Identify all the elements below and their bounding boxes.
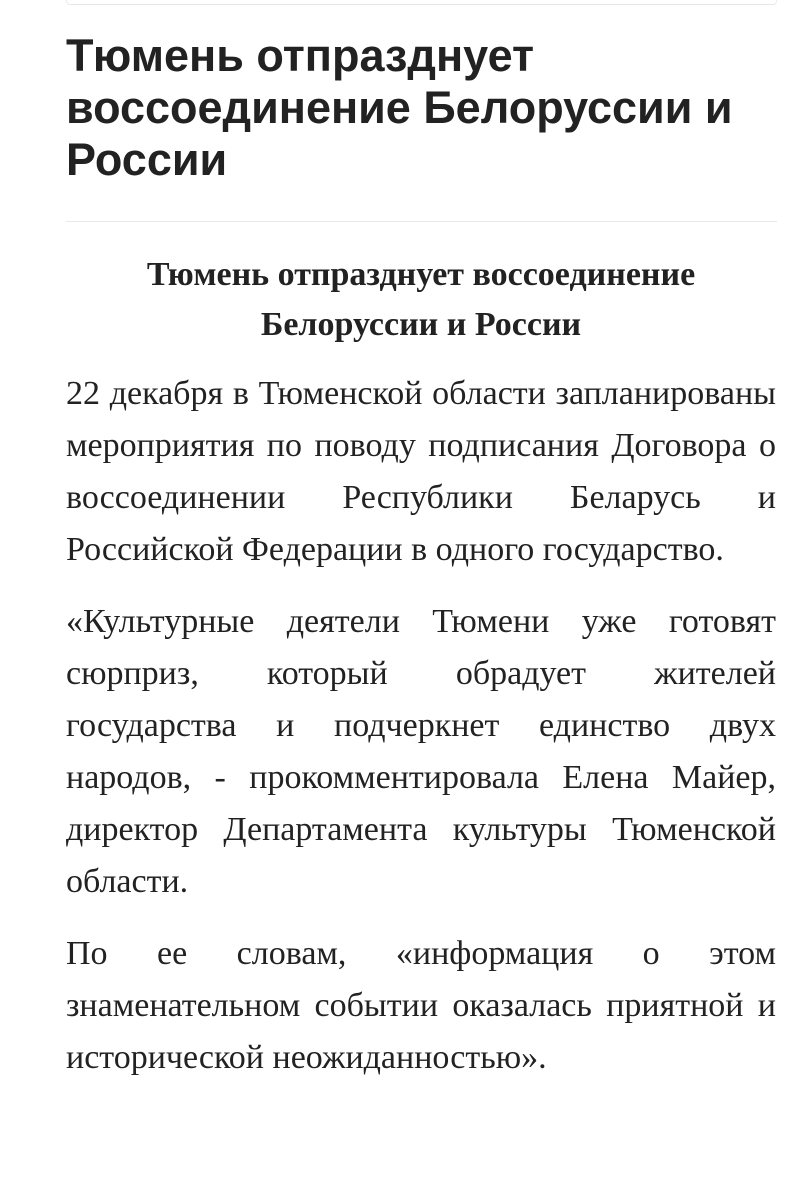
article-paragraph-3: По ее словам, «информация о этом знаменательном событии оказалась приятной и исторической неожиданностью». bbox=[66, 935, 776, 1076]
article-paragraph-2: «Культурные деятели Тюмени уже готовят сюрприз, который обрадует жителей государства и подчеркнет единство двух народов, - прокомментировала Елена Майер, директор Департамента культуры Тюменской области. bbox=[66, 603, 776, 900]
top-card-edge bbox=[66, 0, 777, 5]
article-paragraph-1: 22 декабря в Тюменской области запланированы мероприятия по поводу подписания Договора о воссоединении Республики Беларусь и Российской Федерации в одного государство. bbox=[66, 375, 776, 568]
page-title: Тюмень отпразднует воссоединение Белоруссии и России bbox=[66, 30, 733, 185]
title-divider bbox=[66, 221, 777, 222]
article-heading: Тюмень отпразднует воссоединение Белоруссии и России bbox=[146, 256, 696, 343]
article-body bbox=[66, 250, 776, 1104]
